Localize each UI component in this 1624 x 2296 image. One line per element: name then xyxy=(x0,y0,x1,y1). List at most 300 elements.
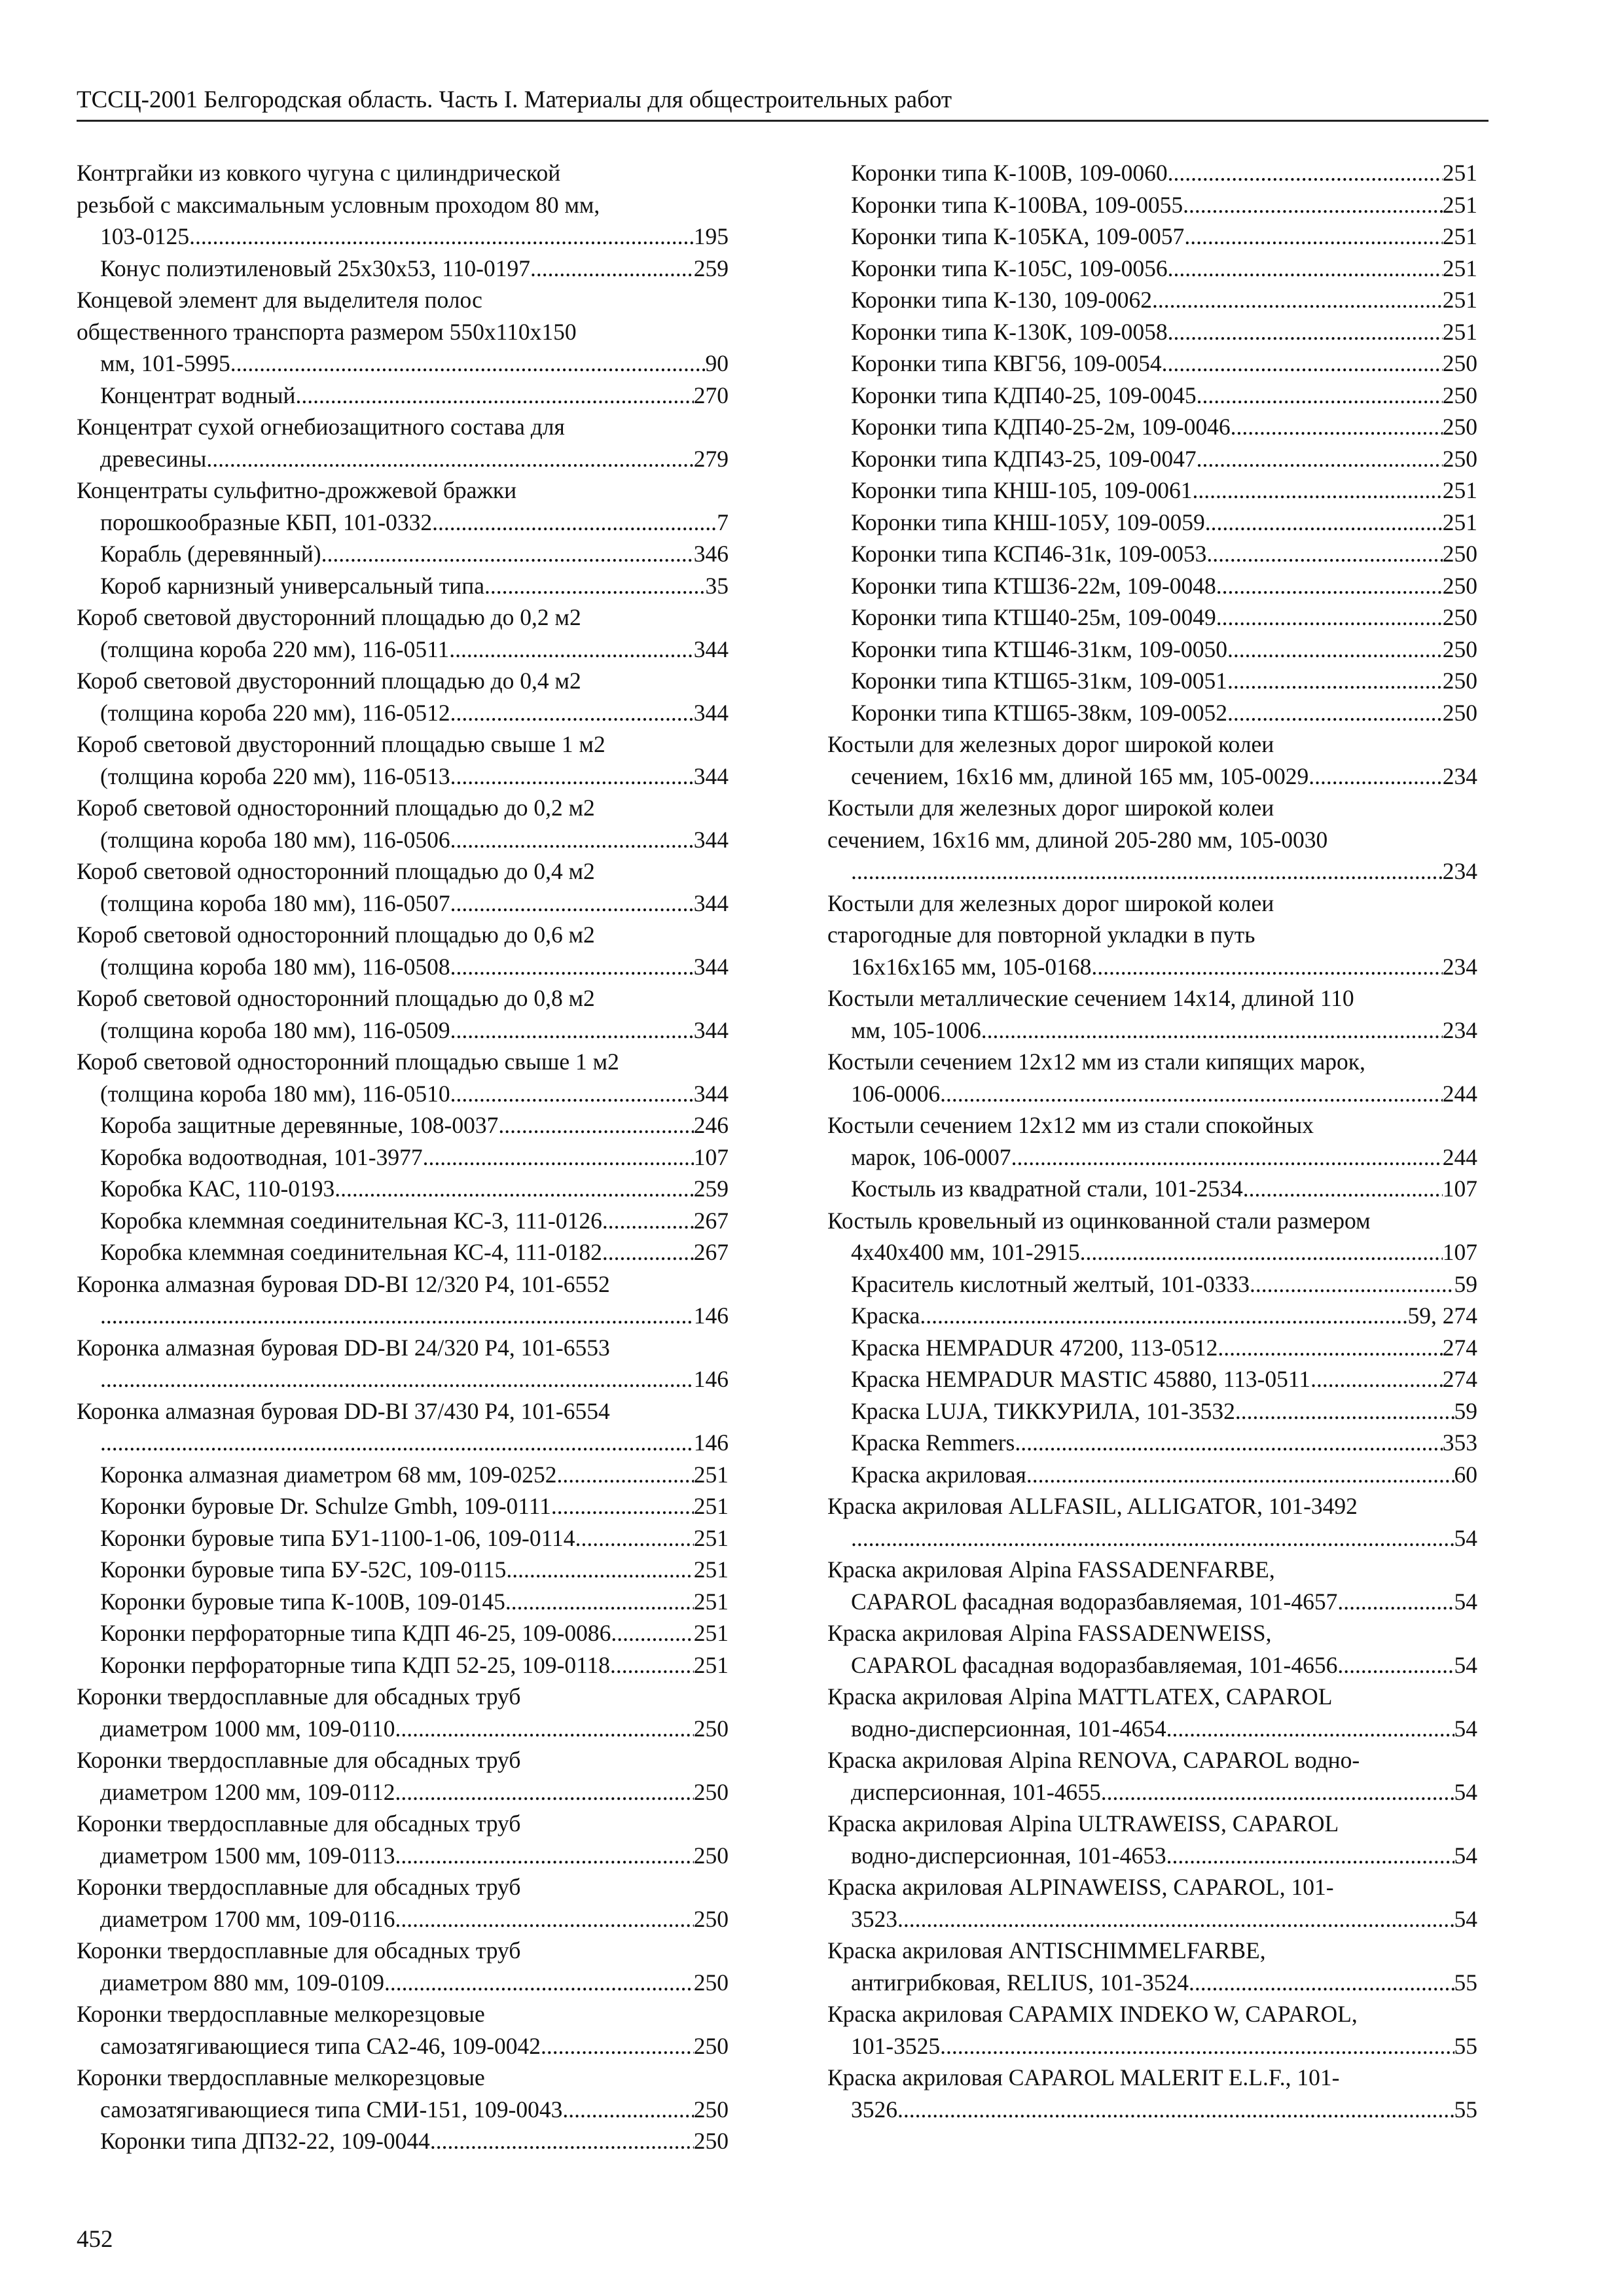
entry-term: порошкообразные КБП, 101-0332 xyxy=(100,509,433,535)
page-number: 452 xyxy=(77,2226,113,2253)
dot-leader xyxy=(423,1141,694,1174)
entry-line: резьбой с максимальным условным проходом 80 мм, xyxy=(77,191,600,218)
dot-leader xyxy=(851,1522,1454,1554)
entry-page-ref: 251 xyxy=(1442,255,1477,281)
index-entry xyxy=(827,570,1477,602)
entry-line: Краска акриловая ALPINAWEISS, CAPAROL, 101- xyxy=(827,1874,1334,1900)
entry-term: Коронки типа К-100В, 109-0060 xyxy=(851,160,1168,186)
entry-term: сечением, 16х16 мм, длиной 165 мм, 105-0029 xyxy=(851,762,1309,789)
entry-last-line xyxy=(100,761,729,793)
entry-line: Короб световой двусторонний площадью до 0,4 м2 xyxy=(77,668,581,694)
entry-last-line xyxy=(100,1903,729,1935)
dot-leader xyxy=(100,1300,694,1332)
dot-leader xyxy=(1243,1173,1443,1205)
entry-term: антигрибковая, RELIUS, 101-3524 xyxy=(851,1969,1189,1996)
dot-leader xyxy=(450,697,694,729)
index-entry xyxy=(77,284,729,380)
entry-line: Короб световой двусторонний площадью свыше 1 м2 xyxy=(77,731,605,757)
entry-term: Краска xyxy=(851,1302,920,1329)
index-entry xyxy=(827,538,1477,570)
dot-leader xyxy=(1015,1427,1442,1459)
index-entry xyxy=(77,1046,729,1109)
entry-page-ref: 107 xyxy=(1442,1175,1477,1202)
index-entry xyxy=(77,601,729,665)
index-entry xyxy=(77,475,729,538)
entry-last-line xyxy=(100,1459,729,1491)
entry-term: 3523 xyxy=(851,1905,897,1932)
index-entry xyxy=(827,1300,1477,1332)
index-entry xyxy=(77,253,729,285)
entry-page-ref: 244 xyxy=(1442,1080,1477,1107)
index-entry xyxy=(77,380,729,412)
dot-leader xyxy=(450,951,694,983)
index-entry xyxy=(827,1363,1477,1395)
entry-page-ref: 344 xyxy=(693,1016,729,1043)
entry-page-ref: 251 xyxy=(693,1651,729,1678)
entry-line: Короб световой односторонний площадью до 0,4 м2 xyxy=(77,858,595,884)
entry-last-line xyxy=(851,1522,1477,1554)
entry-term: (толщина короба 180 мм), 116-0507 xyxy=(100,889,450,916)
dot-leader xyxy=(1197,443,1443,475)
dot-leader xyxy=(505,1586,694,1618)
entry-page-ref: 250 xyxy=(693,1715,729,1742)
entry-page-ref: 54 xyxy=(1454,1588,1477,1615)
index-entry xyxy=(77,1522,729,1554)
dot-leader xyxy=(450,1014,694,1047)
entry-page-ref: 251 xyxy=(693,1524,729,1551)
dot-leader xyxy=(1168,253,1443,285)
entry-page-ref: 54 xyxy=(1454,1842,1477,1869)
entry-page-ref: 107 xyxy=(1442,1239,1477,1265)
entry-line: Коронки твердосплавные для обсадных труб xyxy=(77,1683,521,1710)
entry-page-ref: 251 xyxy=(1442,477,1477,503)
dot-leader xyxy=(1080,1236,1443,1268)
entry-last-line xyxy=(100,634,729,666)
index-entry xyxy=(827,792,1477,888)
index-entry xyxy=(77,1935,729,1998)
entry-line: Костыли сечением 12х12 мм из стали спокойных xyxy=(827,1112,1314,1138)
entry-page-ref: 344 xyxy=(693,826,729,853)
entry-page-ref: 35 xyxy=(705,572,729,599)
index-entry xyxy=(827,1205,1477,1268)
index-entry xyxy=(77,570,729,602)
entry-term: Концентрат водный xyxy=(100,382,296,408)
entry-term: Коронки буровые типа БУ1-1100-1-06, 109-0114 xyxy=(100,1524,575,1551)
entry-page-ref: 55 xyxy=(1454,1969,1477,1996)
index-entry xyxy=(827,1046,1477,1109)
entry-line: Концевой элемент для выделителя полос xyxy=(77,287,482,313)
entry-last-line xyxy=(100,697,729,729)
entry-page-ref: 251 xyxy=(1442,223,1477,249)
entry-last-line xyxy=(100,1522,729,1554)
entry-last-line xyxy=(851,348,1477,380)
entry-last-line xyxy=(851,1649,1477,1681)
entry-last-line xyxy=(851,1903,1477,1935)
index-entry xyxy=(77,538,729,570)
entry-last-line xyxy=(100,348,729,380)
entry-line: Коронки твердосплавные для обсадных труб xyxy=(77,1937,521,1964)
dot-leader xyxy=(450,824,694,856)
dot-leader xyxy=(432,507,717,539)
entry-last-line xyxy=(851,1300,1477,1332)
dot-leader xyxy=(206,443,693,475)
entry-last-line xyxy=(851,507,1477,539)
entry-term: Краситель кислотный желтый, 101-0333 xyxy=(851,1270,1250,1297)
dot-leader xyxy=(602,1205,694,1237)
entry-page-ref: 54 xyxy=(1454,1778,1477,1805)
entry-line: Короб световой односторонний площадью до 0,8 м2 xyxy=(77,985,595,1011)
index-entry xyxy=(827,284,1477,316)
entry-last-line xyxy=(851,1363,1477,1395)
dot-leader xyxy=(230,348,706,380)
entry-last-line xyxy=(851,634,1477,666)
entry-last-line xyxy=(851,665,1477,697)
entry-last-line xyxy=(100,1141,729,1174)
index-entry xyxy=(77,1395,729,1459)
index-entry xyxy=(827,1459,1477,1491)
dot-leader xyxy=(450,761,694,793)
entry-term: Краска Remmers xyxy=(851,1429,1015,1456)
entry-last-line xyxy=(100,1617,729,1649)
index-entry xyxy=(827,1808,1477,1871)
entry-line: Коронки твердосплавные мелкорезцовые xyxy=(77,2064,485,2090)
entry-line: старогодные для повторной укладки в путь xyxy=(827,922,1255,948)
entry-line: Коронки твердосплавные для обсадных труб xyxy=(77,1874,521,1900)
dot-leader xyxy=(1235,1395,1454,1427)
entry-page-ref: 251 xyxy=(1442,318,1477,345)
entry-page-ref: 353 xyxy=(1442,1429,1477,1456)
entry-page-ref: 251 xyxy=(693,1556,729,1583)
entry-page-ref: 234 xyxy=(1442,1016,1477,1043)
entry-page-ref: 195 xyxy=(693,223,729,249)
index-entry xyxy=(77,1649,729,1681)
entry-page-ref: 259 xyxy=(693,255,729,281)
entry-last-line xyxy=(851,1332,1477,1364)
entry-page-ref: 251 xyxy=(693,1493,729,1519)
dot-leader xyxy=(189,221,694,253)
index-entry xyxy=(827,189,1477,221)
index-entry xyxy=(77,919,729,982)
entry-line: Коронки твердосплавные для обсадных труб xyxy=(77,1747,521,1773)
index-entry xyxy=(77,2125,729,2157)
entry-page-ref: 234 xyxy=(1442,953,1477,980)
entry-page-ref: 270 xyxy=(693,382,729,408)
entry-last-line xyxy=(851,189,1477,221)
entry-term: 106-0006 xyxy=(851,1080,941,1107)
entry-page-ref: 251 xyxy=(693,1588,729,1615)
dot-leader xyxy=(1152,284,1443,316)
entry-page-ref: 59 xyxy=(1454,1270,1477,1297)
index-entry xyxy=(77,1268,729,1332)
index-entry xyxy=(77,1332,729,1395)
index-entry xyxy=(77,1236,729,1268)
index-entry xyxy=(827,1490,1477,1554)
entry-line: Краска акриловая Alpina RENOVA, CAPAROL водно- xyxy=(827,1747,1360,1773)
dot-leader xyxy=(334,1173,693,1205)
entry-last-line xyxy=(851,1173,1477,1205)
dot-leader xyxy=(100,1427,694,1459)
entry-line: Коронка алмазная буровая DD-BI 24/320 P4, 101-6553 xyxy=(77,1334,610,1361)
entry-line: Коронка алмазная буровая DD-BI 37/430 P4, 101-6554 xyxy=(77,1397,610,1424)
dot-leader xyxy=(1337,1586,1454,1618)
entry-page-ref: 279 xyxy=(693,445,729,472)
index-entry xyxy=(77,792,729,855)
entry-page-ref: 55 xyxy=(1454,2096,1477,2123)
entry-term: Коронки типа КВГ56, 109-0054 xyxy=(851,350,1162,376)
entry-line: сечением, 16х16 мм, длиной 205-280 мм, 105-0030 xyxy=(827,826,1328,853)
entry-term: Коронки перфораторные типа КДП 52-25, 109-0118 xyxy=(100,1651,611,1678)
entry-last-line xyxy=(851,1141,1477,1174)
index-entry xyxy=(827,1109,1477,1173)
entry-page-ref: 346 xyxy=(693,541,729,567)
entry-last-line xyxy=(851,475,1477,507)
entry-line: Короб световой двусторонний площадью до 0,2 м2 xyxy=(77,604,581,630)
entry-page-ref: 251 xyxy=(693,1461,729,1488)
entry-page-ref: 54 xyxy=(1454,1905,1477,1932)
entry-term: Краска LUJA, ТИККУРИЛА, 101-3532 xyxy=(851,1397,1235,1424)
entry-page-ref: 250 xyxy=(1442,668,1477,694)
entry-last-line xyxy=(100,1490,729,1522)
entry-line: Краска акриловая Alpina FASSADENFARBE, xyxy=(827,1556,1275,1583)
dot-leader xyxy=(1192,475,1442,507)
dot-leader xyxy=(430,2125,694,2157)
index-entry xyxy=(827,601,1477,634)
dot-leader xyxy=(1231,411,1443,443)
entry-term: Коронки типа КТШ40-25м, 109-0049 xyxy=(851,604,1216,630)
entry-term: Коронки типа КНШ-105, 109-0061 xyxy=(851,477,1193,503)
entry-page-ref: 344 xyxy=(693,762,729,789)
entry-term: Коронки типа КТШ65-31км, 109-0051 xyxy=(851,668,1227,694)
index-entry xyxy=(77,855,729,919)
dot-leader xyxy=(557,1459,694,1491)
index-entry xyxy=(827,507,1477,539)
entry-line: Краска акриловая CAPAMIX INDEKO W, CAPAROL, xyxy=(827,2001,1358,2027)
entry-term: Коронки типа К-100ВА, 109-0055 xyxy=(851,191,1183,218)
entry-last-line xyxy=(100,1554,729,1586)
entry-line: Краска акриловая Alpina FASSADENWEISS, xyxy=(827,1620,1272,1646)
entry-last-line xyxy=(100,253,729,285)
entry-last-line xyxy=(851,697,1477,729)
entry-line: Костыль кровельный из оцинкованной стали размером xyxy=(827,1207,1371,1234)
index-entry xyxy=(827,2062,1477,2125)
entry-last-line xyxy=(100,1586,729,1618)
dot-leader xyxy=(395,1903,693,1935)
dot-leader xyxy=(530,253,694,285)
entry-line: Коронки твердосплавные мелкорезцовые xyxy=(77,2001,485,2027)
entry-line: Костыли сечением 12х12 мм из стали кипящих марок, xyxy=(827,1049,1365,1075)
entry-last-line xyxy=(100,1236,729,1268)
entry-page-ref: 344 xyxy=(693,699,729,726)
entry-page-ref: 251 xyxy=(693,1620,729,1646)
entry-page-ref: 54 xyxy=(1454,1715,1477,1742)
dot-leader xyxy=(1206,538,1442,570)
index-entry xyxy=(77,1744,729,1808)
entry-term: Коронки типа К-130К, 109-0058 xyxy=(851,318,1168,345)
entry-page-ref: 146 xyxy=(693,1429,729,1456)
index-entry xyxy=(77,1998,729,2062)
dot-leader xyxy=(395,1776,693,1808)
entry-term: Коронки типа К-105КА, 109-0057 xyxy=(851,223,1185,249)
entry-page-ref: 146 xyxy=(693,1366,729,1392)
dot-leader xyxy=(395,1840,693,1872)
entry-line: Короб световой односторонний площадью до 0,2 м2 xyxy=(77,795,595,821)
entry-line: Краска акриловая ALLFASIL, ALLIGATOR, 101-3492 xyxy=(827,1493,1358,1519)
index-entry xyxy=(827,1681,1477,1744)
entry-line: Коронки твердосплавные для обсадных труб xyxy=(77,1810,521,1837)
entry-term: самозатягивающиеся типа СА2-46, 109-0042 xyxy=(100,2032,541,2059)
entry-line: Краска акриловая Alpina MATTLATEX, CAPAROL xyxy=(827,1683,1333,1710)
entry-term: дисперсионная, 101-4655 xyxy=(851,1778,1101,1805)
entry-page-ref: 54 xyxy=(1454,1651,1477,1678)
index-entry xyxy=(77,157,729,253)
entry-term: Коронки типа КДП43-25, 109-0047 xyxy=(851,445,1197,472)
dot-leader xyxy=(1310,1363,1443,1395)
entry-term: (толщина короба 180 мм), 116-0510 xyxy=(100,1080,450,1107)
entry-line: Костыли для железных дорог широкой колеи xyxy=(827,889,1274,916)
entry-term: Краска акриловая xyxy=(851,1461,1026,1488)
dot-leader xyxy=(940,2030,1454,2062)
entry-line: Концентрат сухой огнебиозащитного состава для xyxy=(77,414,565,440)
entry-term: Коронки буровые типа БУ-52С, 109-0115 xyxy=(100,1556,507,1583)
entry-page-ref: 55 xyxy=(1454,2032,1477,2059)
index-entry xyxy=(77,1173,729,1205)
entry-term: Коронки типа КСП46-31к, 109-0053 xyxy=(851,541,1207,567)
entry-term: Короб карнизный универсальный типа xyxy=(100,572,485,599)
entry-line: Краска акриловая ANTISCHIMMELFARBE, xyxy=(827,1937,1266,1964)
entry-last-line xyxy=(100,1713,729,1745)
dot-leader xyxy=(602,1236,694,1268)
entry-last-line xyxy=(851,761,1477,793)
entry-line: Костыли для железных дорог широкой колеи xyxy=(827,795,1274,821)
index-entry xyxy=(827,982,1477,1046)
dot-leader xyxy=(981,1014,1443,1047)
index-entry xyxy=(827,1427,1477,1459)
entry-last-line xyxy=(851,570,1477,602)
index-entry xyxy=(77,1459,729,1491)
entry-page-ref: 251 xyxy=(1442,191,1477,218)
index-entry xyxy=(77,1205,729,1237)
entry-page-ref: 251 xyxy=(1442,160,1477,186)
dot-leader xyxy=(1337,1649,1454,1681)
entry-page-ref: 107 xyxy=(693,1143,729,1170)
entry-last-line xyxy=(100,443,729,475)
entry-page-ref: 251 xyxy=(1442,287,1477,313)
entry-last-line xyxy=(851,538,1477,570)
entry-term: Коробка клеммная соединительная КС-4, 111-0182 xyxy=(100,1239,602,1265)
entry-line: общественного транспорта размером 550х110х150 xyxy=(77,318,577,345)
entry-term: Коронки типа КТШ46-31км, 109-0050 xyxy=(851,636,1227,662)
dot-leader xyxy=(1189,1967,1454,1999)
entry-last-line xyxy=(100,888,729,920)
entry-page-ref: 234 xyxy=(1442,858,1477,884)
entry-term: Коронка алмазная диаметром 68 мм, 109-0252 xyxy=(100,1461,557,1488)
index-entry xyxy=(827,157,1477,189)
entry-last-line xyxy=(851,221,1477,253)
entry-page-ref: 250 xyxy=(693,1969,729,1996)
dot-leader xyxy=(1183,189,1443,221)
entry-page-ref: 274 xyxy=(1442,1366,1477,1392)
entry-page-ref: 259 xyxy=(693,1175,729,1202)
entry-last-line xyxy=(851,316,1477,348)
entry-last-line xyxy=(851,1078,1477,1110)
index-entry xyxy=(827,221,1477,253)
dot-leader xyxy=(851,855,1443,888)
entry-line: Коронка алмазная буровая DD-BI 12/320 P4, 101-6552 xyxy=(77,1270,610,1297)
entry-page-ref: 59 xyxy=(1454,1397,1477,1424)
dot-leader xyxy=(1168,316,1443,348)
entry-last-line xyxy=(100,951,729,983)
dot-leader xyxy=(1166,1713,1454,1745)
entry-term: мм, 105-1006 xyxy=(851,1016,981,1043)
entry-last-line xyxy=(851,951,1477,983)
dot-leader xyxy=(940,1078,1443,1110)
entry-last-line xyxy=(851,2094,1477,2126)
entry-page-ref: 250 xyxy=(1442,414,1477,440)
entry-last-line xyxy=(100,1205,729,1237)
index-entry xyxy=(77,1617,729,1649)
entry-last-line xyxy=(851,1776,1477,1808)
index-entry xyxy=(77,1109,729,1141)
dot-leader xyxy=(897,1903,1454,1935)
entry-term: Коронки типа КТШ65-38км, 109-0052 xyxy=(851,699,1227,726)
entry-last-line xyxy=(100,824,729,856)
entry-term: Коробка КАС, 110-0193 xyxy=(100,1175,335,1202)
dot-leader xyxy=(611,1617,693,1649)
dot-leader xyxy=(1216,570,1443,602)
dot-leader xyxy=(610,1649,694,1681)
entry-page-ref: 90 xyxy=(705,350,729,376)
dot-leader xyxy=(321,538,694,570)
entry-term: CAPAROL фасадная водоразбавляемая, 101-4657 xyxy=(851,1588,1338,1615)
entry-term: 101-3525 xyxy=(851,2032,941,2059)
entry-page-ref: 250 xyxy=(693,2032,729,2059)
entry-last-line xyxy=(851,2030,1477,2062)
entry-term: Костыль из квадратной стали, 101-2534 xyxy=(851,1175,1243,1202)
entry-term: 103-0125 xyxy=(100,223,190,249)
dot-leader xyxy=(1197,380,1443,412)
entry-term: Коронки буровые типа К-100В, 109-0145 xyxy=(100,1588,505,1615)
entry-page-ref: 234 xyxy=(1442,762,1477,789)
dot-leader xyxy=(100,1363,694,1395)
dot-leader xyxy=(1227,697,1443,729)
entry-page-ref: 250 xyxy=(1442,382,1477,408)
entry-line: Краска акриловая CAPAROL MALERIT E.L.F., 101- xyxy=(827,2064,1340,2090)
dot-leader xyxy=(897,2094,1454,2126)
entry-last-line xyxy=(100,1109,729,1141)
dot-leader xyxy=(395,1713,693,1745)
entry-term: 16х16х165 мм, 105-0168 xyxy=(851,953,1092,980)
entry-page-ref: 250 xyxy=(1442,445,1477,472)
entry-line: Концентраты сульфитно-дрожжевой бражки xyxy=(77,477,517,503)
entry-page-ref: 59, 274 xyxy=(1407,1302,1477,1329)
entry-term: (толщина короба 180 мм), 116-0508 xyxy=(100,953,450,980)
entry-last-line xyxy=(100,507,729,539)
dot-leader xyxy=(575,1522,694,1554)
entry-page-ref: 54 xyxy=(1454,1524,1477,1551)
dot-leader xyxy=(296,380,694,412)
entry-term: водно-дисперсионная, 101-4653 xyxy=(851,1842,1166,1869)
entry-last-line xyxy=(100,2125,729,2157)
dot-leader xyxy=(506,1554,693,1586)
entry-line: Костыли для железных дорог широкой колеи xyxy=(827,731,1274,757)
dot-leader xyxy=(1091,951,1442,983)
entry-term: диаметром 880 мм, 109-0109 xyxy=(100,1969,385,1996)
entry-term: Конус полиэтиленовый 25х30х53, 110-0197 xyxy=(100,255,530,281)
dot-leader xyxy=(551,1490,694,1522)
index-entry xyxy=(827,475,1477,507)
entry-last-line xyxy=(851,855,1477,888)
entry-last-line xyxy=(851,1586,1477,1618)
